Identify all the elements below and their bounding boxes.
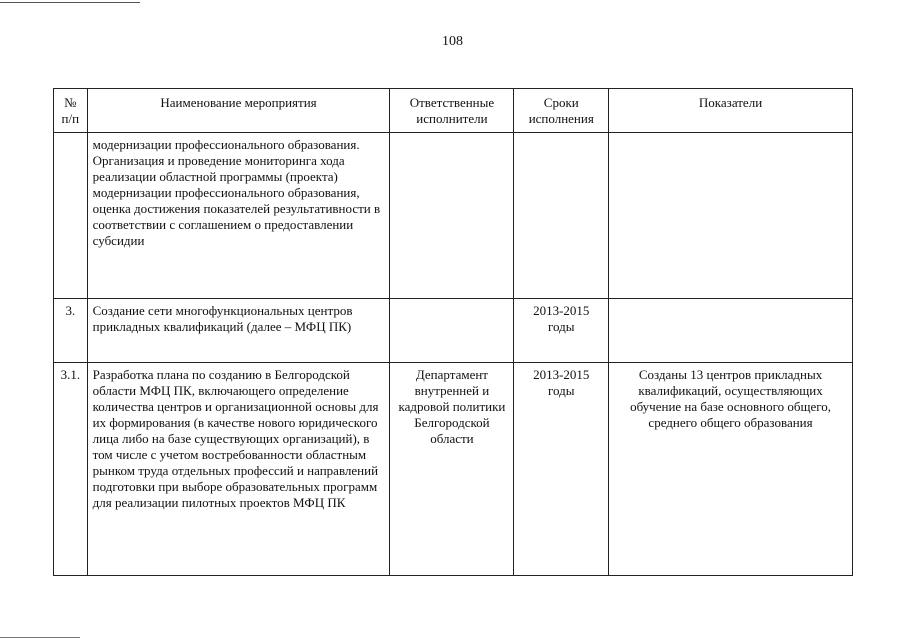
table-row	[54, 299, 853, 363]
row-terms: 2013-2015 годы	[514, 363, 609, 576]
header-num: № п/п	[54, 89, 88, 133]
activities-table	[53, 88, 853, 576]
page-number: 108	[442, 34, 463, 49]
bottom-edge-rule	[0, 637, 80, 638]
table-row	[54, 363, 853, 576]
header-terms: Сроки исполнения	[514, 89, 609, 133]
row-name	[87, 133, 390, 299]
table-header	[54, 89, 853, 133]
row-responsible	[390, 133, 514, 299]
header-indicators: Показатели	[609, 89, 853, 133]
header-name: Наименование мероприятия	[87, 89, 390, 133]
row-indicators	[609, 133, 853, 299]
row-name-part: Организация и проведение мониторинга хода реализации областной программы (проекта) модернизации профессионального образования, оценка достижения показателей результативности в соответствии с соглашением о предоставлении субсидии	[92, 153, 381, 248]
row-name: Создание сети многофункциональных центров прикладных квалификаций (далее – МФЦ ПК)	[87, 299, 390, 363]
row-num: 3.1.	[54, 363, 88, 576]
row-terms: 2013-2015 годы	[514, 299, 609, 363]
top-edge-rule	[0, 2, 140, 3]
table-body	[54, 133, 853, 576]
row-indicators	[609, 299, 853, 363]
table-row	[54, 133, 853, 299]
row-responsible	[390, 299, 514, 363]
header-responsible: Ответственные исполнители	[390, 89, 514, 133]
row-responsible: Департамент внутренней и кадровой политики Белгородской области	[390, 363, 514, 576]
header-row	[54, 89, 853, 133]
row-terms	[514, 133, 609, 299]
row-name: Разработка плана по созданию в Белгородской области МФЦ ПК, включающего определение количества центров и организационной основы для их формирования (в качестве нового юридического лица либо на базе существующих организаций), в том числе с учетом востребованности областным рынком труда отдельных профессий и направлений подготовки при выборе образовательных программ для реализации пилотных проектов МФЦ ПК	[87, 363, 390, 576]
row-indicators: Созданы 13 центров прикладных квалификаций, осуществляющих обучение на базе основного общего, среднего общего образования	[609, 363, 853, 576]
row-name-part: модернизации профессионального образования.	[92, 137, 360, 152]
row-num: 3.	[54, 299, 88, 363]
row-num	[54, 133, 88, 299]
